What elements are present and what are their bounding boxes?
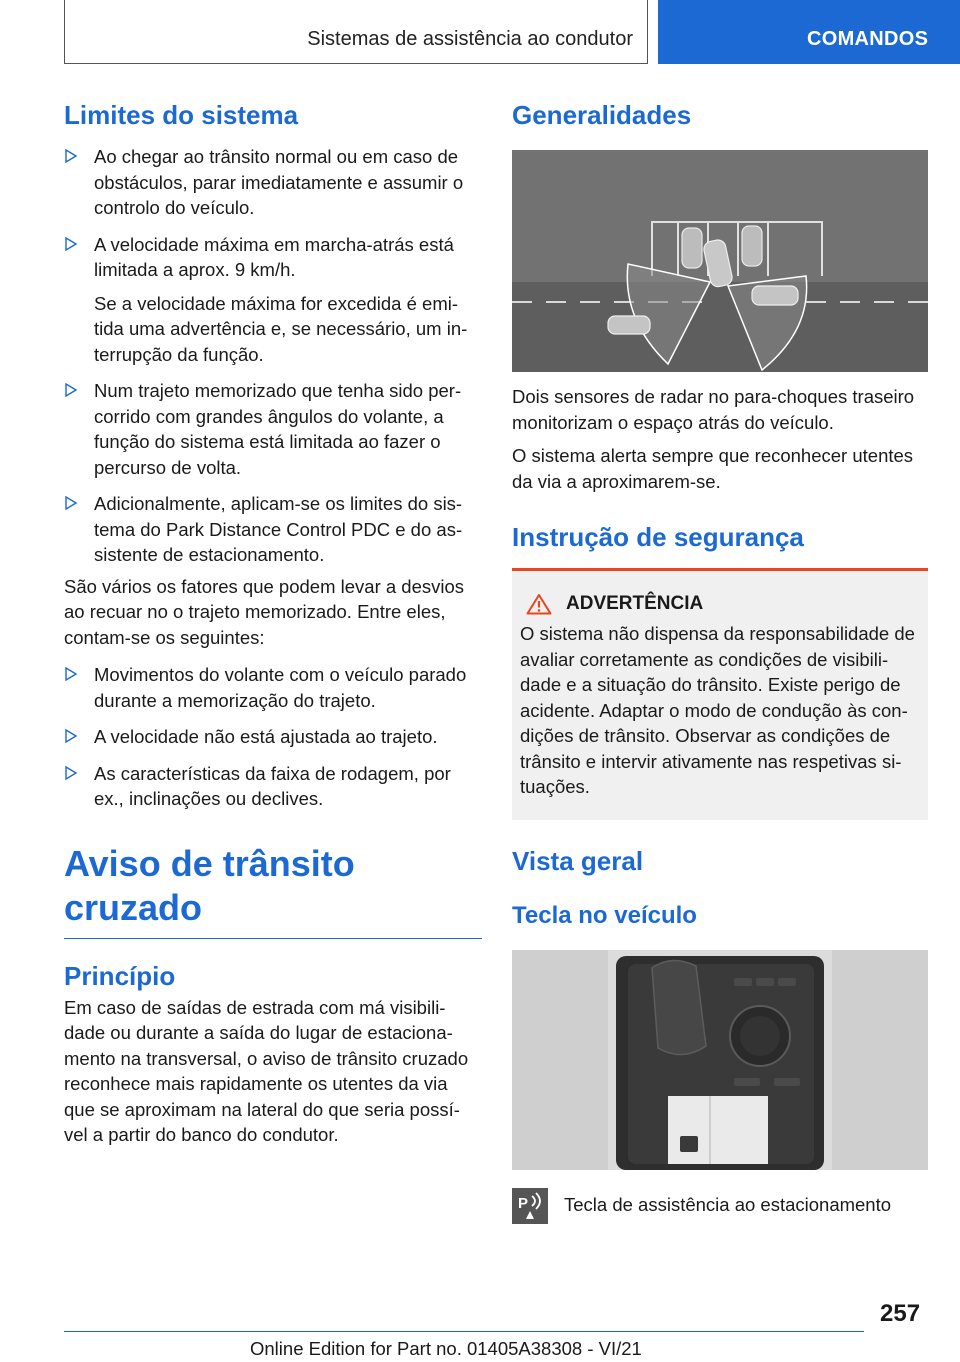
warning-triangle-icon <box>526 593 552 615</box>
list-item: Ao chegar ao trânsito normal ou em caso de obstáculos, parar imediatamente e assumir o controlo do veículo. <box>64 144 482 221</box>
warning-title <box>526 593 920 615</box>
list-item: A velocidade não está ajustada ao trajeto. <box>64 724 482 750</box>
left-column <box>64 98 482 1148</box>
center-console-diagram <box>512 950 928 1170</box>
page-number: 257 <box>880 1300 921 1327</box>
button-caption-row <box>512 1188 928 1232</box>
factors-list <box>64 662 482 812</box>
radar-illustration <box>512 150 928 372</box>
general-paragraph-2: O sistema alerta sempre que reconhecer utentes da via a aproximarem-se. <box>512 445 914 492</box>
triangle-bullet-icon <box>64 494 78 512</box>
list-item: As características da faixa de rodagem, por ex., inclinações ou declives. <box>64 761 482 812</box>
radar-diagram <box>512 150 928 372</box>
cross-traffic-heading: Aviso de trânsito cruzado <box>64 842 355 928</box>
factors-paragraph: São vários os fatores que podem levar a desvios ao recuar no o trajeto memorizado. Entre eles, contam-se os seguintes: <box>64 575 465 648</box>
triangle-bullet-icon <box>64 764 78 782</box>
warning-text: O sistema não dispensa da responsabilidade de avaliar corretamente as condições de visibili-dade e a situação do trânsito. Existe perigo de acidente. Adaptar o modo de condução às con-dições de trânsito. Observar as condições de trânsito e intervir ativamente nas respetivas si-tuações. <box>520 623 915 797</box>
warning-label: ADVERTÊNCIA <box>566 593 704 614</box>
limits-heading: Limites do sistema <box>64 100 299 130</box>
triangle-bullet-icon <box>64 147 78 165</box>
warning-box <box>512 568 928 820</box>
triangle-bullet-icon <box>64 727 78 745</box>
header-tab-label: COMANDOS <box>807 28 929 50</box>
triangle-bullet-icon <box>64 665 78 683</box>
principle-heading: Princípio <box>64 960 176 991</box>
triangle-bullet-icon <box>64 235 78 253</box>
list-item: A velocidade máxima em marcha-atrás está limitada a aprox. 9 km/h. Se a velocidade máxima for excedida é emi-tida uma advertência e, se necessário, um in-terrupção da função. <box>64 232 482 368</box>
list-item: Adicionalmente, aplicam-se os limites do sis-tema do Park Distance Control PDC e do as-sistente de estacionamento. <box>64 491 482 568</box>
list-item-subtext: Se a velocidade máxima for excedida é emi-tida uma advertência e, se necessário, um in-terrupção da função. <box>94 292 468 365</box>
header-section-title: Sistemas de assistência ao condutor <box>307 28 633 50</box>
triangle-bullet-icon <box>64 381 78 399</box>
limits-list <box>64 144 482 568</box>
right-column <box>512 98 928 1232</box>
parking-assist-button-icon <box>512 1188 548 1224</box>
footer-edition: Online Edition for Part no. 01405A38308 - VI/21 <box>250 1338 642 1359</box>
header-section-box <box>64 0 648 64</box>
button-heading: Tecla no veículo <box>512 901 697 929</box>
safety-heading: Instrução de segurança <box>512 522 804 552</box>
button-caption: Tecla de assistência ao estacionamento <box>564 1193 892 1215</box>
list-item: Movimentos do volante com o veículo parado durante a memorização do trajeto. <box>64 662 482 713</box>
cross-traffic-heading-block <box>64 842 482 939</box>
header-tab[interactable] <box>658 0 960 64</box>
footer-divider <box>64 1331 864 1332</box>
console-illustration <box>512 950 928 1170</box>
general-paragraph-1: Dois sensores de radar no para-choques traseiro monitorizam o espaço atrás do veículo. <box>512 386 915 433</box>
principle-paragraph: Em caso de saídas de estrada com má visibili-dade ou durante a saída do lugar de estaciona-mento na transversal, o aviso de trânsito cruzado reconhece mais rapidamente os utentes da via que se aproximam na lateral do que seria possí-vel a partir do banco do condutor. <box>64 996 469 1145</box>
list-item: Num trajeto memorizado que tenha sido per-corrido com grandes ângulos do volante, a função do sistema está limitada ao fazer o percurso de volta. <box>64 378 482 480</box>
overview-heading: Vista geral <box>512 845 644 876</box>
svg-text:P: P <box>518 1194 529 1212</box>
general-heading: Generalidades <box>512 100 692 130</box>
